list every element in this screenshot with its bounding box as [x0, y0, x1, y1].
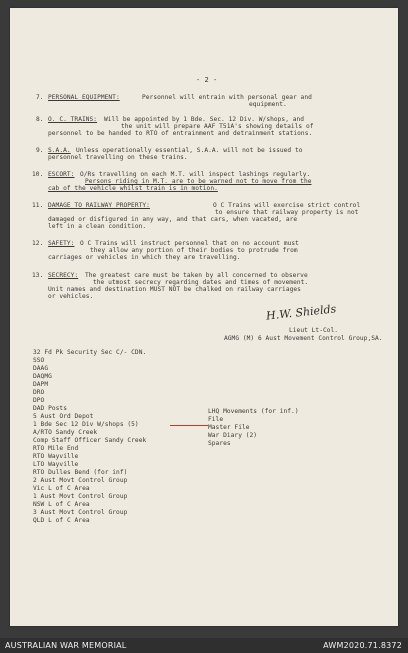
list-item: Master File	[208, 424, 250, 431]
paragraph-line: personnel to be handed to RTO of entrainment and detrainment stations.	[48, 130, 313, 137]
paragraph-line: left in a clean condition.	[48, 223, 147, 230]
list-item: 3 Aust Movt Control Group	[33, 509, 128, 516]
red-annotation-line	[170, 425, 208, 426]
list-item: A/RTO Sandy Creek	[33, 429, 98, 436]
list-item: Vic L of C Area	[33, 485, 90, 492]
list-item: 32 Fd Pk Security Sec C/- CDN.	[33, 349, 147, 356]
list-item: DAQMG	[33, 373, 52, 380]
paragraph-line: or vehicles.	[48, 293, 94, 300]
paragraph-line: Unless operationally essential, S.A.A. will not be issued to	[76, 147, 303, 154]
footer-institution: AUSTRALIAN WAR MEMORIAL	[5, 641, 127, 650]
list-item: DAAG	[33, 365, 49, 372]
paragraph-number: 11.	[32, 202, 44, 209]
paragraph-number: 13.	[32, 272, 44, 279]
paragraph-line: cab of the vehicle whilst train is in motion.	[48, 185, 218, 192]
list-item: RTO Mile End	[33, 445, 79, 452]
list-item: LTO Wayville	[33, 461, 79, 468]
paragraph-heading: SECRECY:	[48, 272, 79, 279]
paragraph-line: personnel travelling on these trains.	[48, 154, 188, 161]
list-item: RTO Dulles Bend (for inf)	[33, 469, 128, 476]
list-item: RTO Wayville	[33, 453, 79, 460]
signature-rank: Lieut Lt-Col.	[289, 327, 339, 334]
paragraph-line: the unit will prepare AAF T51A's showing details of	[121, 123, 314, 130]
signature-scrawl: H.W. Shields	[265, 302, 337, 323]
paragraph-number: 9.	[36, 147, 44, 154]
paragraph-number: 7.	[36, 94, 44, 101]
archive-footer	[0, 638, 408, 653]
list-item: 2 Aust Movt Control Group	[33, 477, 128, 484]
paragraph-line: to ensure that railway property is not	[215, 209, 359, 216]
list-item: Spares	[208, 440, 231, 447]
paragraph-number: 10.	[32, 171, 44, 178]
paragraph-line: carriages or vehicles in which they are travelling.	[48, 254, 241, 261]
paragraph-line: Will be appointed by 1 Bde. Sec. 12 Div. W/shops, and	[104, 116, 305, 123]
paragraph-line: O C Trains will instruct personnel that on no account must	[80, 240, 299, 247]
list-item: 1 Bde Sec 12 Div W/shops (5)	[33, 421, 139, 428]
list-item: DPO	[33, 397, 45, 404]
paragraph-line: damaged or disfigured in any way, and that cars, when vacated, are	[48, 216, 298, 223]
paragraph-number: 8.	[36, 116, 44, 123]
list-item: QLD L of C Area	[33, 517, 90, 524]
list-item: File	[208, 416, 224, 423]
paragraph-heading: S.A.A.	[48, 147, 71, 154]
list-item: Comp Staff Officer Sandy Creek	[33, 437, 147, 444]
paragraph-line: O/Rs travelling on each M.T. will inspect lashings regularly.	[80, 171, 311, 178]
list-item: DRO	[33, 389, 45, 396]
paragraph-line: equipment.	[249, 101, 287, 108]
paragraph-line: O C Trains will exercise strict control	[213, 202, 361, 209]
paragraph-number: 12.	[32, 240, 44, 247]
list-item: DAPM	[33, 381, 49, 388]
paragraph-heading: ESCORT:	[48, 171, 75, 178]
paragraph-heading: PERSONAL EQUIPMENT:	[48, 94, 120, 101]
list-item: DAD Posts	[33, 405, 67, 412]
paragraph-line: the utmost secrecy regarding dates and times of movement.	[93, 279, 309, 286]
paragraph-heading: O. C. TRAINS:	[48, 116, 98, 123]
list-item: 5 Aust Ord Depot	[33, 413, 94, 420]
paragraph-line: Unit names and destination MUST NOT be chalked on railway carriages	[48, 286, 301, 293]
list-item: War Diary (2)	[208, 432, 258, 439]
list-item: LHQ Movements (for inf.)	[208, 408, 299, 415]
list-item: SSO	[33, 357, 45, 364]
list-item: 1 Aust Movt Control Group	[33, 493, 128, 500]
paragraph-line: they allow any portion of their bodies to protrude from	[90, 247, 298, 254]
paragraph-heading: SAFETY:	[48, 240, 75, 247]
paragraph-line: The greatest care must be taken by all concerned to observe	[85, 272, 308, 279]
footer-accession-number: AWM2020.71.8372	[323, 641, 402, 650]
signature-title: AGMG (M) 6 Aust Movement Control Group,SA.	[224, 335, 383, 342]
paragraph-line: Personnel will entrain with personal gear and	[142, 94, 312, 101]
list-item: NSW L of C Area	[33, 501, 90, 508]
paragraph-heading: DAMAGE TO RAILWAY PROPERTY:	[48, 202, 150, 209]
paragraph-line: Persons riding in M.T. are to be warned not to move from the	[85, 178, 312, 185]
page-number: - 2 -	[196, 76, 218, 84]
